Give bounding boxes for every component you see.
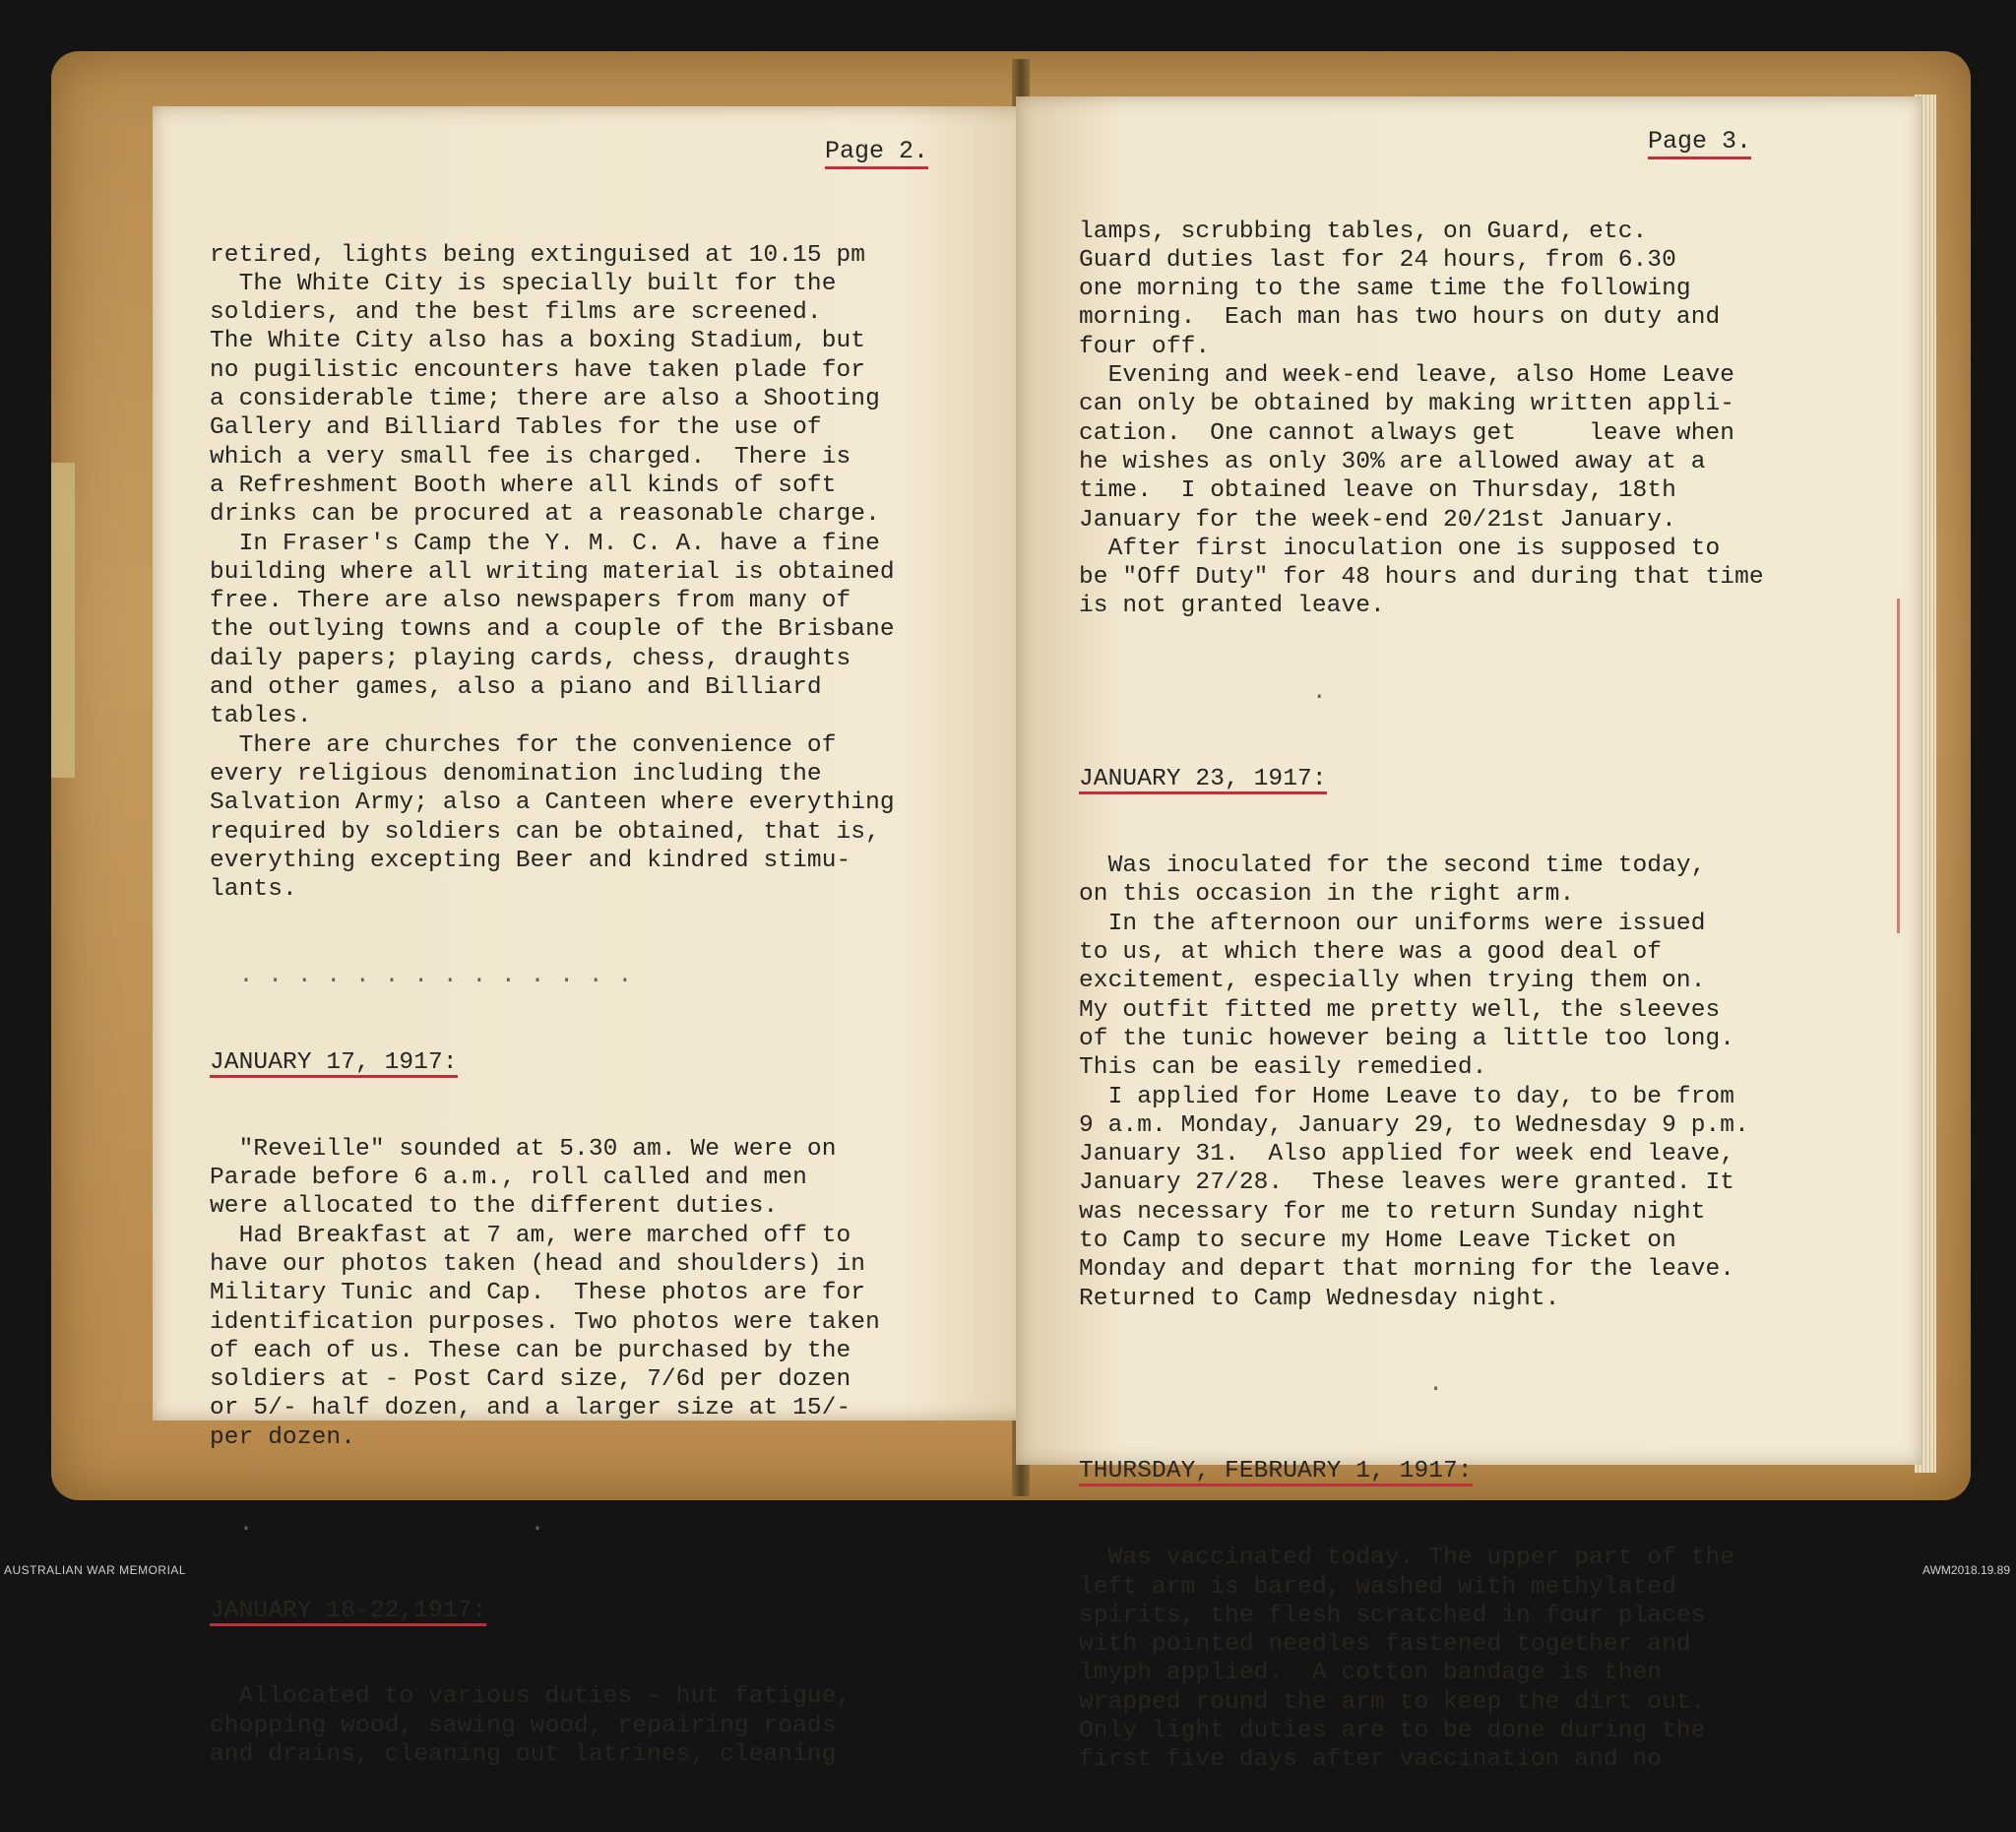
text-line: 9 a.m. Monday, January 29, to Wednesday 9 p.m. bbox=[1079, 1111, 1749, 1139]
text-line: left arm is bared, washed with methylated bbox=[1079, 1573, 1676, 1601]
left-page bbox=[153, 106, 1034, 1769]
text-line: The White City is specially built for the bbox=[210, 270, 837, 297]
paragraph bbox=[210, 241, 895, 905]
text-line: Evening and week-end leave, also Home Leave bbox=[1079, 362, 1735, 390]
text-line: everything excepting Beer and kindred stimu- bbox=[210, 847, 851, 874]
text-line: Had Breakfast at 7 am, were marched off to bbox=[210, 1222, 851, 1249]
text-line: Gallery and Billiard Tables for the use of bbox=[210, 414, 822, 442]
text-line: drinks can be procured at a reasonable charge. bbox=[210, 501, 880, 529]
footer-credit: AUSTRALIAN WAR MEMORIAL bbox=[4, 1563, 187, 1577]
text-line: lamps, scrubbing tables, on Guard, etc. bbox=[1079, 218, 1648, 245]
text-line: have our photos taken (head and shoulders) in bbox=[210, 1250, 866, 1278]
right-page bbox=[1016, 96, 1922, 1774]
entry-heading: JANUARY 17, 1917: bbox=[210, 1048, 458, 1076]
separator-dots: . . . . . . . . . . . . . . bbox=[210, 963, 633, 990]
text-line: excitement, especially when trying them on. bbox=[1079, 968, 1706, 995]
text-line: soldiers, and the best films are screened. bbox=[210, 299, 822, 327]
paragraph bbox=[210, 1682, 895, 1769]
text-line: the outlying towns and a couple of the Brisbane bbox=[210, 616, 895, 644]
text-line: can only be obtained by making written appli- bbox=[1079, 391, 1735, 418]
text-line: building where all writing material is obtained bbox=[210, 558, 895, 586]
text-line: lmyph applied. A cotton bandage is then bbox=[1079, 1660, 1663, 1687]
text-line: he wishes as only 30% are allowed away at a bbox=[1079, 448, 1706, 475]
text-line: with pointed needles fastened together and bbox=[1079, 1631, 1691, 1659]
paragraph bbox=[1079, 852, 1764, 1313]
text-line: four off. bbox=[1079, 333, 1211, 360]
entry-heading: THURSDAY, FEBRUARY 1, 1917: bbox=[1079, 1458, 1473, 1485]
paragraph bbox=[210, 1135, 895, 1452]
text-line: I applied for Home Leave to day, to be from bbox=[1079, 1083, 1735, 1110]
text-line: In Fraser's Camp the Y. M. C. A. have a fine bbox=[210, 530, 880, 557]
text-line: This can be easily remedied. bbox=[1079, 1054, 1487, 1082]
text-line: is not granted leave. bbox=[1079, 593, 1385, 620]
text-line: or 5/- half dozen, and a larger size at 15/- bbox=[210, 1395, 851, 1422]
text-line: a Refreshment Booth where all kinds of soft bbox=[210, 472, 837, 499]
text-line: identification purposes. Two photos were taken bbox=[210, 1308, 880, 1336]
cover-tab bbox=[51, 463, 75, 778]
text-line: Parade before 6 a.m., roll called and men bbox=[210, 1165, 807, 1192]
text-line: to us, at which there was a good deal of bbox=[1079, 939, 1663, 967]
text-line: In the afternoon our uniforms were issued bbox=[1079, 910, 1706, 937]
text-line: be "Off Duty" for 48 hours and during that time bbox=[1079, 564, 1764, 592]
text-line: Guard duties last for 24 hours, from 6.30 bbox=[1079, 246, 1676, 274]
text-line: Monday and depart that morning for the leave. bbox=[1079, 1256, 1735, 1284]
margin-red-line bbox=[1897, 599, 1900, 933]
paragraph bbox=[1079, 1544, 1764, 1774]
text-line: required by soldiers can be obtained, that is, bbox=[210, 818, 880, 846]
text-line: on this occasion in the right arm. bbox=[1079, 881, 1575, 909]
text-line: Returned to Camp Wednesday night. bbox=[1079, 1285, 1560, 1312]
text-line: was necessary for me to return Sunday night bbox=[1079, 1198, 1706, 1226]
text-line: The White City also has a boxing Stadium, but bbox=[210, 328, 866, 355]
text-line: wrapped round the arm to keep the dirt out. bbox=[1079, 1688, 1706, 1716]
text-line: January 31. Also applied for week end leave, bbox=[1079, 1141, 1735, 1169]
text-line: retired, lights being extinguised at 10.15 pm bbox=[210, 241, 866, 269]
text-line: time. I obtained leave on Thursday, 18th bbox=[1079, 477, 1676, 505]
entry-heading: JANUARY 23, 1917: bbox=[1079, 766, 1327, 793]
text-line: free. There are also newspapers from many of bbox=[210, 588, 851, 615]
text-line: Allocated to various duties - hut fatigue, bbox=[210, 1683, 851, 1711]
text-line: soldiers at - Post Card size, 7/6d per dozen bbox=[210, 1366, 851, 1394]
text-line: spirits, the flesh scratched in four places bbox=[1079, 1602, 1706, 1629]
text-line: per dozen. bbox=[210, 1423, 356, 1451]
text-line: Salvation Army; also a Canteen where everything bbox=[210, 790, 895, 817]
text-line: January 27/28. These leaves were granted. It bbox=[1079, 1169, 1735, 1197]
separator-dots: . bbox=[1079, 1371, 1444, 1399]
footer-accession-number: AWM2018.19.89 bbox=[1922, 1563, 2010, 1577]
text-line: daily papers; playing cards, chess, draughts bbox=[210, 645, 851, 672]
text-line: which a very small fee is charged. There is bbox=[210, 443, 851, 471]
text-line: My outfit fitted me pretty well, the sleeves bbox=[1079, 996, 1721, 1024]
text-line: to Camp to secure my Home Leave Ticket on bbox=[1079, 1227, 1676, 1254]
text-line: a considerable time; there are also a Shooting bbox=[210, 386, 880, 413]
separator-dots: . . bbox=[210, 1510, 545, 1538]
text-line: tables. bbox=[210, 703, 312, 730]
text-line: chopping wood, sawing wood, repairing roads bbox=[210, 1712, 837, 1739]
text-line: were allocated to the different duties. bbox=[210, 1193, 779, 1221]
text-line: and other games, also a piano and Billiard bbox=[210, 674, 822, 702]
text-line: every religious denomination including the bbox=[210, 760, 822, 788]
right-page-text bbox=[1079, 159, 1764, 1832]
separator-dots: . bbox=[1079, 679, 1327, 707]
text-line: morning. Each man has two hours on duty and bbox=[1079, 304, 1721, 332]
text-line: one morning to the same time the following bbox=[1079, 276, 1691, 303]
text-line: and drains, cleaning out latrines, cleaning bbox=[210, 1741, 837, 1769]
text-line: of the tunic however being a little too long. bbox=[1079, 1025, 1735, 1052]
text-line: lants. bbox=[210, 876, 297, 904]
text-line: of each of us. These can be purchased by the bbox=[210, 1337, 851, 1364]
text-line: Was vaccinated today. The upper part of the bbox=[1079, 1545, 1735, 1572]
entry-heading: JANUARY 18-22,1917: bbox=[210, 1597, 487, 1624]
text-line: There are churches for the convenience of bbox=[210, 731, 837, 759]
text-line: "Reveille" sounded at 5.30 am. We were on bbox=[210, 1135, 837, 1163]
text-line: first five days after vaccination and no bbox=[1079, 1746, 1663, 1774]
page-number: Page 3. bbox=[1648, 128, 1751, 159]
text-line: Was inoculated for the second time today, bbox=[1079, 853, 1706, 880]
page-number: Page 2. bbox=[825, 138, 928, 169]
text-line: no pugilistic encounters have taken plade for bbox=[210, 356, 866, 384]
text-line: After first inoculation one is supposed to bbox=[1079, 535, 1721, 562]
text-line: cation. One cannot always get leave when bbox=[1079, 419, 1735, 447]
left-page-text bbox=[210, 183, 895, 1827]
text-line: January for the week-end 20/21st January. bbox=[1079, 506, 1676, 534]
paragraph bbox=[1079, 218, 1764, 621]
text-line: Military Tunic and Cap. These photos are for bbox=[210, 1280, 866, 1307]
text-line: Only light duties are to be done during the bbox=[1079, 1718, 1706, 1745]
